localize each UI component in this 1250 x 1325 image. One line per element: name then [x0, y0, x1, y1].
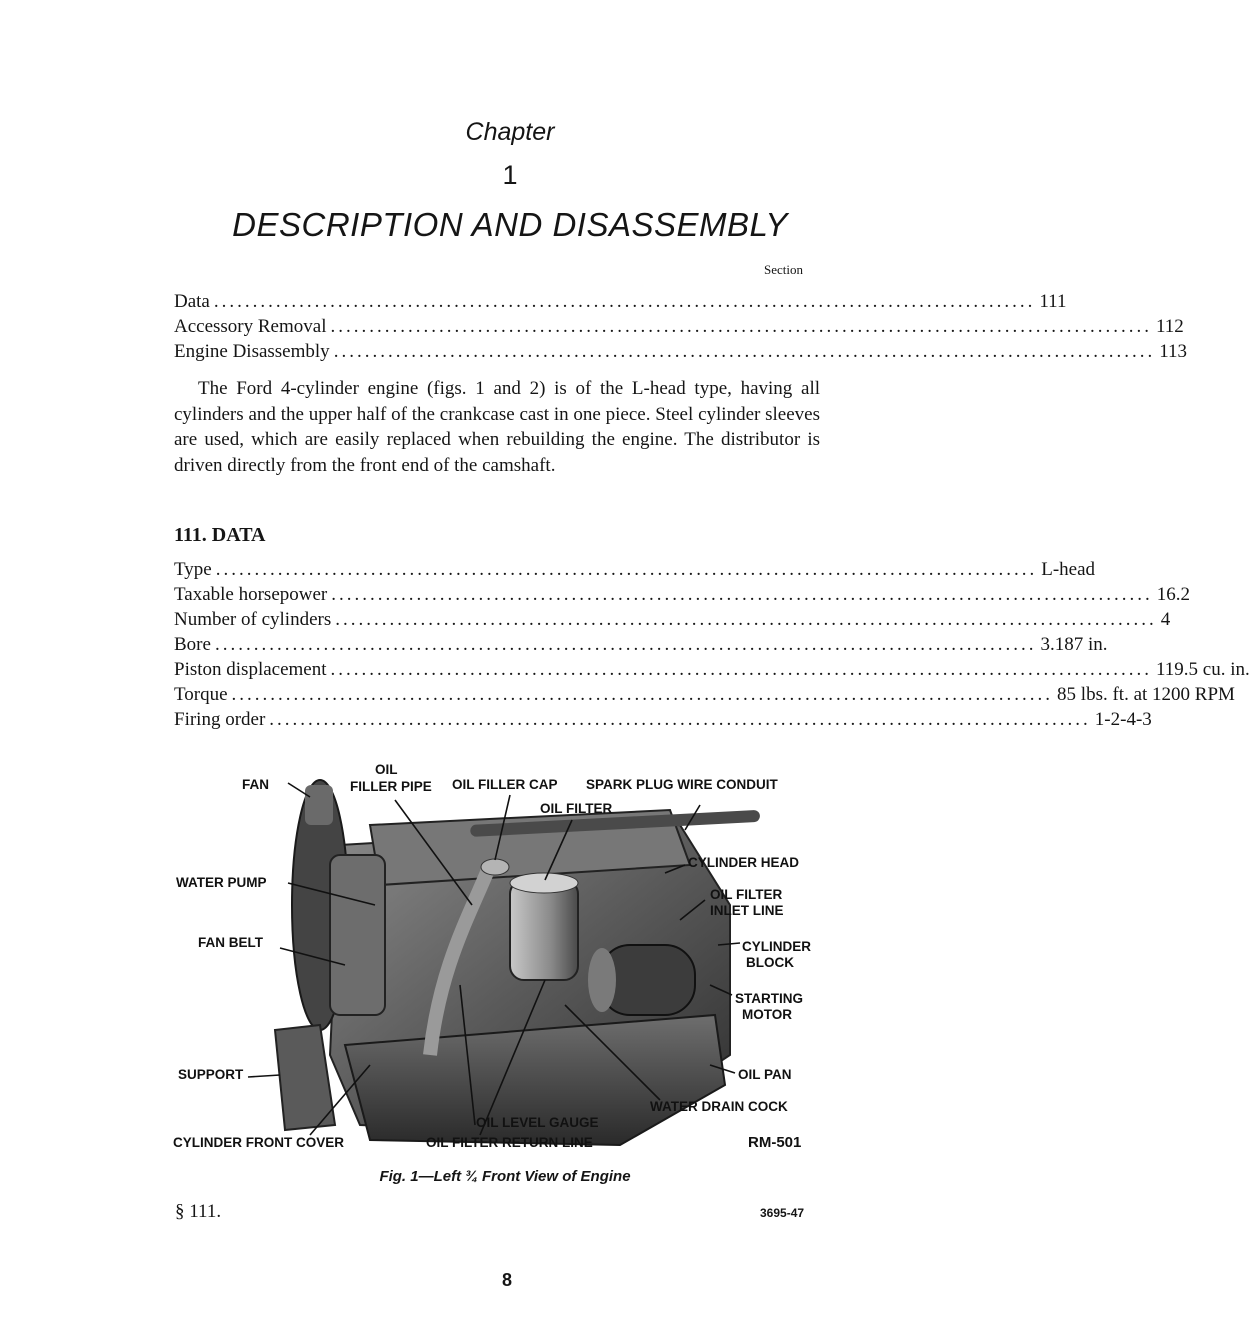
- spec-row: [174, 709, 1152, 731]
- oil-filler-cap-shape: [481, 859, 509, 875]
- label-starting-motor: MOTOR: [742, 1007, 792, 1022]
- toc-section: 113: [1159, 341, 1187, 362]
- document-code: 3695-47: [760, 1206, 805, 1220]
- leader-dots: ..........................................................................................................: [330, 659, 1153, 680]
- label-oil-pan: OIL PAN: [738, 1067, 792, 1082]
- figure-caption: Fig. 1—Left ¾ Front View of Engine: [379, 1168, 631, 1185]
- label-water-pump: WATER PUMP: [176, 875, 267, 890]
- spec-label: Firing order: [174, 709, 266, 730]
- leader-dots: ..........................................................................................................: [269, 709, 1091, 730]
- spec-value: 4: [1160, 609, 1171, 630]
- spec-row: [174, 684, 1235, 706]
- spec-row: [174, 659, 1250, 681]
- leader-dots: ..........................................................................................................: [331, 584, 1153, 605]
- label-oil-filter-inlet-line: INLET LINE: [710, 903, 784, 918]
- spec-value: 3.187 in.: [1040, 634, 1108, 655]
- spec-row: [174, 609, 1171, 631]
- label-oil-filler-cap: OIL FILLER CAP: [452, 777, 558, 792]
- leader-dots: ..........................................................................................................: [330, 316, 1152, 337]
- toc-section: 112: [1155, 316, 1184, 337]
- label-fan: FAN: [242, 777, 269, 792]
- label-oil-level-gauge: OIL LEVEL GAUGE: [476, 1115, 599, 1130]
- spec-value: 85 lbs. ft. at 1200 RPM: [1057, 684, 1235, 705]
- label-fan-belt: FAN BELT: [198, 935, 263, 950]
- toc-row: [174, 341, 1187, 363]
- spec-label: Number of cylinders: [174, 609, 332, 630]
- spec-label: Type: [174, 559, 212, 580]
- leader-dots: ..........................................................................................................: [213, 291, 1036, 312]
- spec-row: [174, 634, 1108, 656]
- section-heading: 111. DATA: [174, 524, 266, 546]
- support-shape: [275, 1025, 335, 1130]
- label-water-drain-cock: WATER DRAIN COCK: [650, 1099, 788, 1114]
- spec-value: 119.5 cu. in.: [1156, 659, 1250, 680]
- toc-row: [174, 316, 1184, 338]
- spec-label: Bore: [174, 634, 211, 655]
- label-figure-reference: RM-501: [748, 1134, 802, 1151]
- spec-value: 16.2: [1156, 584, 1190, 605]
- label-oil-filler-pipe: FILLER PIPE: [350, 779, 432, 794]
- label-support: SUPPORT: [178, 1067, 244, 1082]
- label-oil-filter-return-line: OIL FILTER RETURN LINE: [426, 1135, 593, 1150]
- leader-dots: ..........................................................................................................: [215, 559, 1038, 580]
- label-cylinder-block: CYLINDER: [742, 939, 812, 954]
- chapter-label: Chapter: [465, 118, 555, 146]
- label-spark-plug-wire-conduit: SPARK PLUG WIRE CONDUIT: [586, 777, 778, 792]
- label-oil-filler-pipe: OIL: [375, 762, 398, 777]
- oil-filter-top-shape: [510, 873, 578, 893]
- section-mark: § 111.: [175, 1201, 222, 1222]
- fan-hub-shape: [305, 785, 333, 825]
- spec-label: Piston displacement: [174, 659, 327, 680]
- label-cylinder-head: CYLINDER HEAD: [688, 855, 800, 870]
- label-cylinder-block: BLOCK: [746, 955, 794, 970]
- spec-value: L-head: [1041, 559, 1096, 580]
- water-pump-shape: [330, 855, 385, 1015]
- engine-figure: [170, 755, 830, 1165]
- label-starting-motor: STARTING: [735, 991, 803, 1006]
- toc-row: [174, 291, 1067, 313]
- toc-label: Engine Disassembly: [174, 341, 330, 362]
- leader-dots: ..........................................................................................................: [231, 684, 1054, 705]
- leader-dots: ..........................................................................................................: [214, 634, 1037, 655]
- leader-dots: ..........................................................................................................: [335, 609, 1157, 630]
- chapter-number: 1: [502, 160, 518, 190]
- spec-value: 1-2-4-3: [1094, 709, 1152, 730]
- label-oil-filter-inlet-line: OIL FILTER: [710, 887, 783, 902]
- toc-section: 111: [1039, 291, 1067, 312]
- oil-filter-shape: [510, 880, 578, 980]
- label-oil-filter: OIL FILTER: [540, 801, 613, 816]
- toc-label: Accessory Removal: [174, 316, 327, 337]
- spec-row: [174, 559, 1096, 581]
- intro-paragraph: The Ford 4-cylinder engine (figs. 1 and 2) is of the L-head type, having all cylinders and the upper half of the crankcase cast in one piece. Steel cylinder sleeves are used, which are easily replaced when rebuilding the engine. The distributor is driven directly from the front end of the camshaft.: [174, 378, 820, 476]
- toc-label: Data: [174, 291, 210, 312]
- page-number: 8: [501, 1270, 512, 1290]
- spec-row: [174, 584, 1190, 606]
- spec-label: Torque: [174, 684, 228, 705]
- label-cylinder-front-cover: CYLINDER FRONT COVER: [173, 1135, 345, 1150]
- leader-dots: ..........................................................................................................: [333, 341, 1156, 362]
- starting-motor-end-shape: [588, 948, 616, 1012]
- spec-label: Taxable horsepower: [174, 584, 328, 605]
- contents-column-header: Section: [764, 262, 803, 277]
- chapter-title: DESCRIPTION AND DISASSEMBLY: [232, 206, 788, 243]
- leader-support: [248, 1075, 280, 1077]
